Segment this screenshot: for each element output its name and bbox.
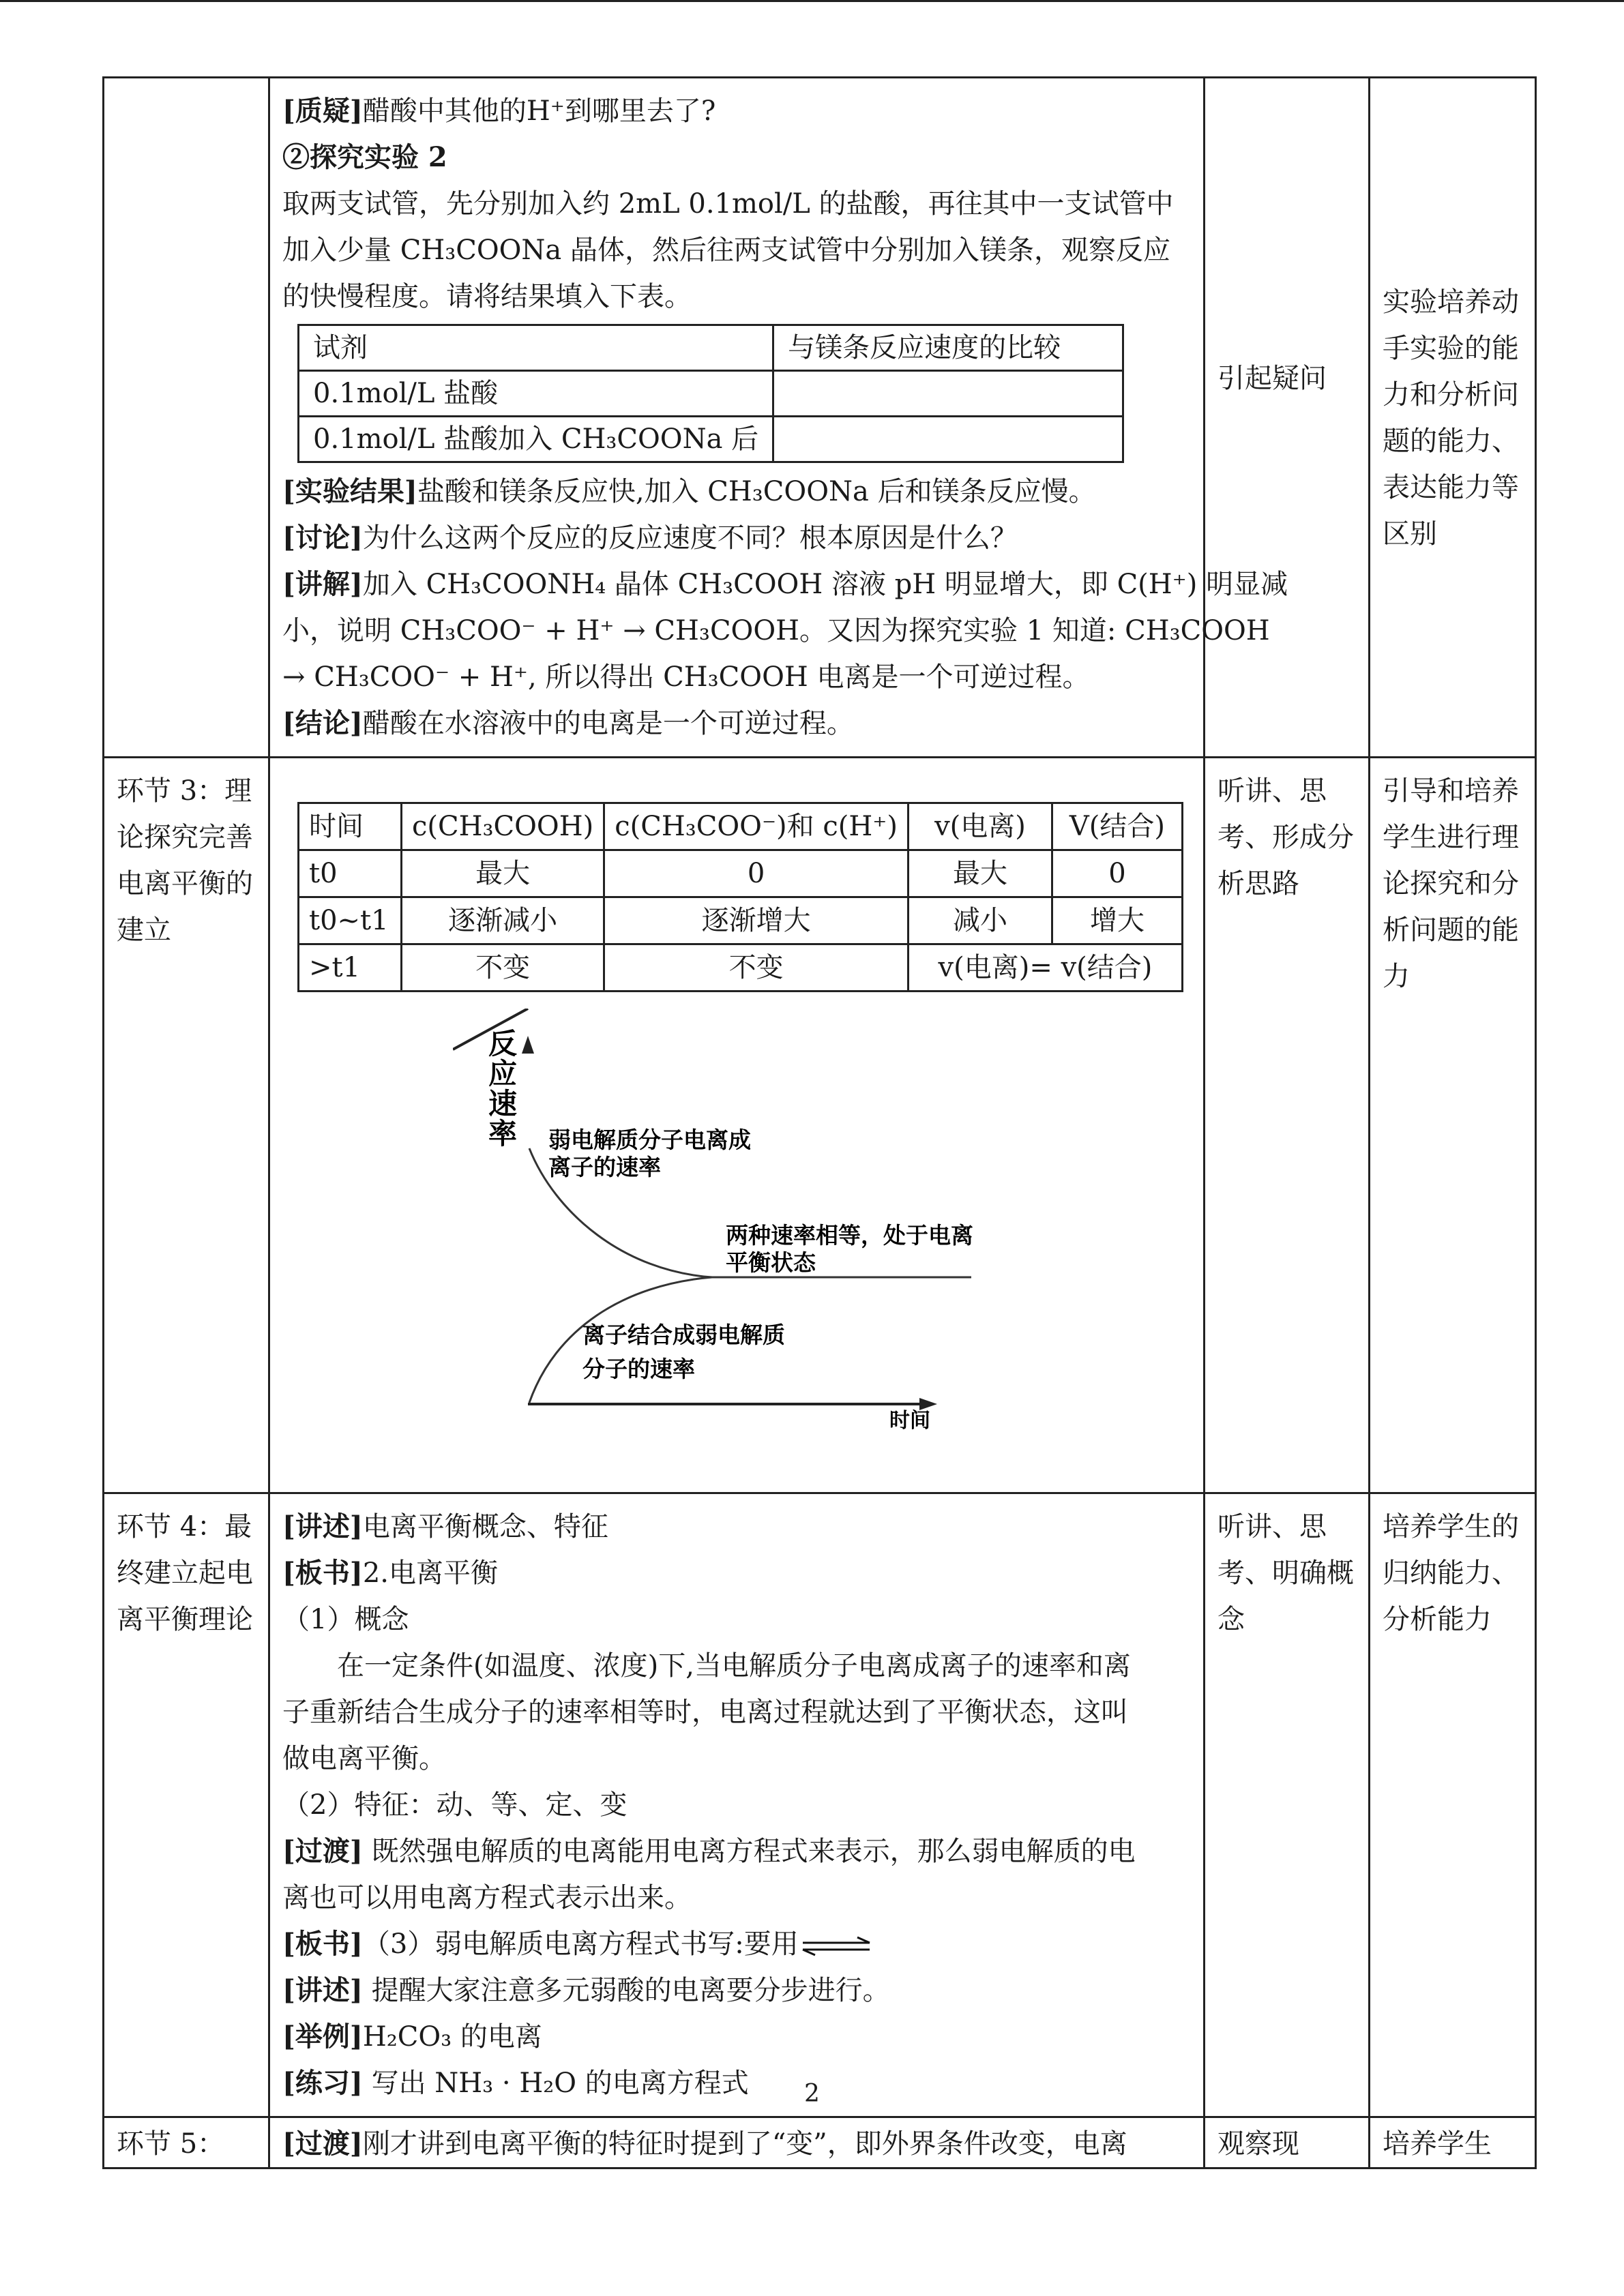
table-cell: 逐渐增大 — [604, 897, 909, 944]
stage-cell: 环节 4：最终建立起电离平衡理论 — [104, 1493, 269, 2117]
table-row — [104, 2117, 1536, 2168]
section-heading: ②探究实验 2 — [282, 141, 447, 173]
content-cell — [269, 1493, 1205, 2117]
content-line: 取两支试管，先分别加入约 2mL 0.1mol/L 的盐酸，再往其中一支试管中 — [282, 188, 1174, 220]
student-activity-cell — [1205, 78, 1370, 758]
table-row — [299, 417, 1123, 462]
student-activity-cell: 观察现 — [1205, 2117, 1370, 2168]
table-row — [299, 803, 1183, 850]
table-header: 与镁条反应速度的比较 — [773, 325, 1123, 371]
table-cell: 不变 — [402, 944, 604, 992]
table-cell: 0 — [1052, 850, 1182, 897]
student-activity: 引起疑问 — [1217, 363, 1327, 394]
content-line: [过渡]刚才讲到电离平衡的特征时提到了“变”，即外界条件改变，电离 — [282, 2128, 1127, 2160]
stage-cell: 环节 3：理论探究完善电离平衡的建立 — [104, 758, 269, 1493]
content-line: [板书]（3）弱电解质电离方程式书写:要用 — [282, 1921, 1191, 1967]
design-purpose-cell — [1370, 78, 1536, 758]
content-line: [讨论]为什么这两个反应的反应速度不同？根本原因是什么？ — [282, 522, 1018, 554]
reversible-arrow-icon — [799, 1936, 874, 1956]
content-line: 加入少量 CH₃COONa 晶体，然后往两支试管中分别加入镁条，观察反应 — [282, 235, 1170, 266]
table-cell: t0 — [299, 850, 402, 897]
table-header: c(CH₃COO⁻)和 c(H⁺) — [604, 803, 909, 850]
equilibrium-label: 两种速率相等，处于电离 — [726, 1222, 973, 1249]
design-purpose-cell: 培养学生 — [1370, 2117, 1536, 2168]
table-cell: 最大 — [908, 850, 1052, 897]
table-row — [299, 897, 1183, 944]
ionization-rate-label: 弱电解质分子电离成 — [548, 1127, 751, 1153]
y-axis-label: 反 — [488, 1027, 518, 1060]
combination-rate-label: 分子的速率 — [582, 1356, 695, 1382]
table-header: 试剂 — [299, 325, 773, 371]
content-line: 的快慢程度。请将结果填入下表。 — [282, 281, 692, 312]
combination-rate-label: 离子结合成弱电解质 — [582, 1322, 785, 1348]
table-cell: 0.1mol/L 盐酸加入 CH₃COONa 后 — [299, 417, 773, 462]
table-header: 时间 — [299, 803, 402, 850]
page-number: 2 — [804, 2080, 820, 2108]
content-line: [板书]2.电离平衡 — [282, 1557, 499, 1589]
student-activity-cell: 听讲、思考、形成分析思路 — [1205, 758, 1370, 1493]
table-cell-input[interactable] — [773, 371, 1123, 417]
student-activity-cell: 听讲、思考、明确概念 — [1205, 1493, 1370, 2117]
content-line: （1）概念 — [282, 1604, 409, 1635]
design-purpose-cell: 培养学生的归纳能力、分析能力 — [1370, 1493, 1536, 2117]
content-line: → CH₃COO⁻ + H⁺, 所以得出 CH₃COOH 电离是一个可逆过程。 — [282, 661, 1090, 693]
content-line: 小，说明 CH₃COO⁻ + H⁺ → CH₃COOH。又因为探究实验 1 知道: CH₃COOH — [282, 615, 1270, 646]
content-line: （2）特征：动、等、定、变 — [282, 1789, 628, 1821]
ionization-rate-table — [297, 802, 1183, 992]
table-cell: 减小 — [908, 897, 1052, 944]
page-top-rule — [0, 0, 1624, 2]
table-row — [104, 78, 1536, 758]
table-cell: 增大 — [1052, 897, 1182, 944]
y-axis-label: 速 — [488, 1087, 518, 1120]
content-line: 在一定条件(如温度、浓度)下,当电解质分子电离成离子的速率和离 — [337, 1650, 1131, 1682]
content-line: [质疑]醋酸中其他的H⁺到哪里去了? — [282, 95, 716, 127]
table-cell: t0~t1 — [299, 897, 402, 944]
content-line: [讲解]加入 CH₃COONH₄ 晶体 CH₃COOH 溶液 pH 明显增大，即 C(H⁺) 明显减 — [282, 568, 1288, 600]
stage-cell — [104, 78, 269, 758]
content-line: [结论]醋酸在水溶液中的电离是一个可逆过程。 — [282, 707, 854, 739]
ionization-equilibrium-diagram — [453, 1009, 1135, 1431]
table-cell: >t1 — [299, 944, 402, 992]
table-cell: 最大 — [402, 850, 604, 897]
experiment-result-table — [297, 324, 1124, 463]
table-cell: 0.1mol/L 盐酸 — [299, 371, 773, 417]
lesson-plan-table — [102, 76, 1537, 2169]
x-axis-label: 时间 — [889, 1409, 930, 1431]
content-cell — [269, 758, 1205, 1493]
y-axis-label: 应 — [488, 1057, 518, 1090]
content-line: [实验结果]盐酸和镁条反应快,加入 CH₃COONa 后和镁条反应慢。 — [282, 475, 1096, 507]
table-row — [299, 325, 1123, 371]
design-purpose: 实验培养动手实验的能力和分析问题的能力、表达能力等区别 — [1383, 286, 1519, 550]
table-row — [299, 944, 1183, 992]
content-line: [过渡] 既然强电解质的电离能用电离方程式来表示，那么弱电解质的电 — [282, 1835, 1136, 1867]
table-row — [104, 758, 1536, 1493]
table-cell: 不变 — [604, 944, 909, 992]
table-row — [299, 371, 1123, 417]
table-row — [299, 850, 1183, 897]
stage-cell: 环节 5： — [104, 2117, 269, 2168]
table-header: V(结合) — [1052, 803, 1182, 850]
content-line: 离也可以用电离方程式表示出来。 — [282, 1882, 692, 1913]
table-header: c(CH₃COOH) — [402, 803, 604, 850]
equilibrium-label: 平衡状态 — [726, 1249, 816, 1276]
table-cell: v(电离)= v(结合) — [908, 944, 1182, 992]
content-line: [练习] 写出 NH₃ · H₂O 的电离方程式 — [282, 2067, 749, 2099]
y-axis-label: 率 — [488, 1117, 518, 1150]
design-purpose-cell: 引导和培养学生进行理论探究和分析问题的能力 — [1370, 758, 1536, 1493]
content-line: [举例]H₂CO₃ 的电离 — [282, 2021, 542, 2053]
y-axis-arrow — [522, 1036, 534, 1054]
content-cell — [269, 2117, 1205, 2168]
table-cell-input[interactable] — [773, 417, 1123, 462]
table-cell: 逐渐减小 — [402, 897, 604, 944]
content-line: 做电离平衡。 — [282, 1743, 446, 1774]
table-row — [104, 1493, 1536, 2117]
content-line: 子重新结合生成分子的速率相等时，电离过程就达到了平衡状态，这叫 — [282, 1697, 1128, 1728]
table-cell: 0 — [604, 850, 909, 897]
ionization-rate-label: 离子的速率 — [548, 1154, 661, 1180]
content-line: [讲述] 提醒大家注意多元弱酸的电离要分步进行。 — [282, 1974, 890, 2006]
content-line: [讲述]电离平衡概念、特征 — [282, 1510, 608, 1542]
table-header: v(电离) — [908, 803, 1052, 850]
